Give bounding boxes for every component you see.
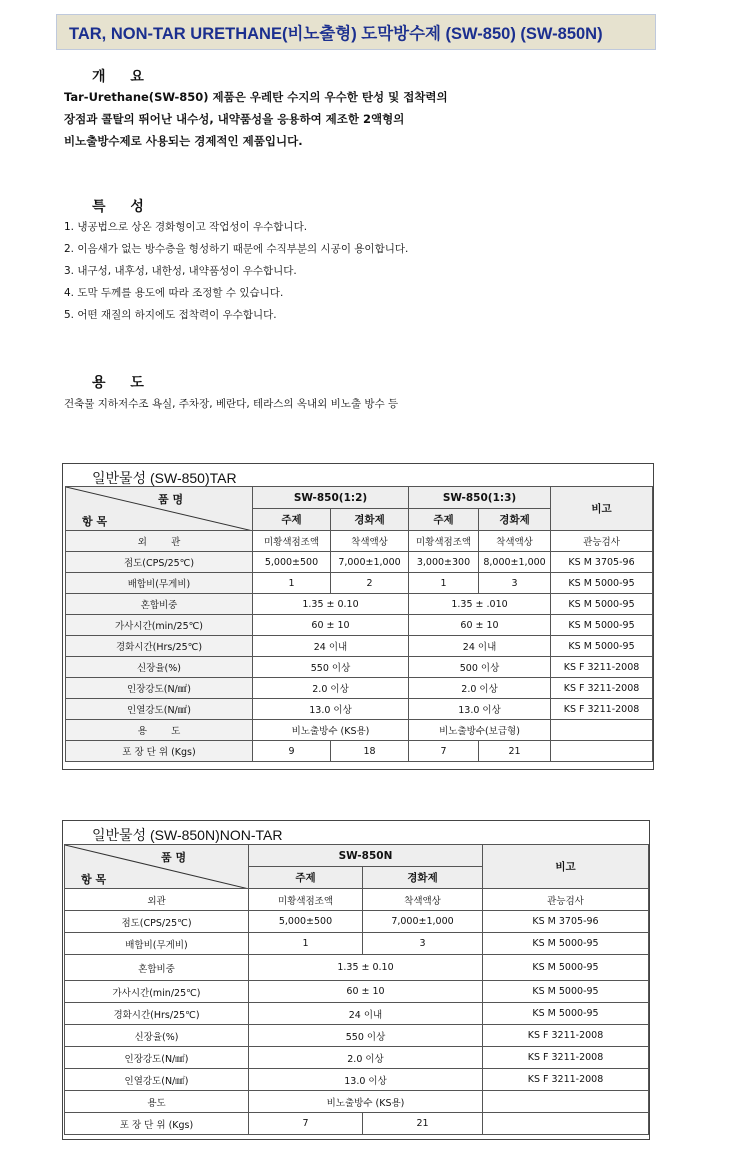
table-row <box>65 1069 649 1091</box>
row-label: 혼합비중 <box>65 955 249 981</box>
table1-main-header: 주제 <box>253 509 331 531</box>
table-row <box>65 1047 649 1069</box>
cell: KS M 5000-95 <box>483 1003 649 1025</box>
item-label: 항 목 <box>81 873 107 886</box>
table-row <box>65 889 649 911</box>
cell: 550 이상 <box>249 1025 483 1047</box>
table2-hardener-header: 경화제 <box>363 867 483 889</box>
table2-title: 일반물성 (SW-850N)NON-TAR <box>92 827 283 843</box>
row-label: 점도(CPS/25℃) <box>66 552 253 573</box>
usage-heading: 용 도 <box>92 375 154 391</box>
table1-hardener-header: 경화제 <box>479 509 551 531</box>
row-label: 포 장 단 위 (Kgs) <box>65 1113 249 1135</box>
row-label: 용 도 <box>66 720 253 741</box>
cell: 2.0 이상 <box>249 1047 483 1069</box>
cell <box>551 741 653 762</box>
cell: 비노출방수 (KS용) <box>249 1091 483 1113</box>
product-name-label: 품 명 <box>161 851 187 864</box>
table-row <box>66 531 653 552</box>
table-row <box>65 1113 649 1135</box>
table-row <box>65 1003 649 1025</box>
cell: 1.35 ± 0.10 <box>249 955 483 981</box>
table-row <box>65 911 649 933</box>
row-label: 경화시간(Hrs/25℃) <box>66 636 253 657</box>
table2-corner-header <box>65 845 249 889</box>
cell: 24 이내 <box>253 636 409 657</box>
cell: 7,000±1,000 <box>363 911 483 933</box>
cell: 7 <box>409 741 479 762</box>
cell: 관능검사 <box>551 531 653 552</box>
cell: KS M 3705-96 <box>551 552 653 573</box>
cell: KS F 3211-2008 <box>483 1069 649 1091</box>
cell: KS F 3211-2008 <box>551 657 653 678</box>
cell: 2.0 이상 <box>253 678 409 699</box>
table-row <box>65 933 649 955</box>
row-label: 신장율(%) <box>66 657 253 678</box>
item-label: 항 목 <box>82 515 108 528</box>
cell: 비노출방수 (KS용) <box>253 720 409 741</box>
table2 <box>64 844 649 1135</box>
table1-note-header: 비고 <box>551 487 653 531</box>
overview-heading: 개 요 <box>92 69 154 85</box>
row-label: 점도(CPS/25℃) <box>65 911 249 933</box>
cell: KS F 3211-2008 <box>551 678 653 699</box>
table2-note-header: 비고 <box>483 845 649 889</box>
cell: KS M 5000-95 <box>551 636 653 657</box>
cell: 1 <box>253 573 331 594</box>
table-row <box>66 636 653 657</box>
cell: 24 이내 <box>249 1003 483 1025</box>
cell: 2 <box>331 573 409 594</box>
cell: 착색액상 <box>363 889 483 911</box>
cell: 21 <box>363 1113 483 1135</box>
table1-group-header: SW-850(1:3) <box>409 487 551 509</box>
cell: 60 ± 10 <box>253 615 409 636</box>
cell: 9 <box>253 741 331 762</box>
row-label: 외 관 <box>66 531 253 552</box>
cell: 8,000±1,000 <box>479 552 551 573</box>
feature-item: 1. 냉공법으로 상온 경화형이고 작업성이 우수합니다. <box>64 221 308 233</box>
table2-main-header: 주제 <box>249 867 363 889</box>
row-label: 신장율(%) <box>65 1025 249 1047</box>
cell: 미황색점조액 <box>409 531 479 552</box>
table-row <box>66 552 653 573</box>
cell: 2.0 이상 <box>409 678 551 699</box>
table-row <box>65 1025 649 1047</box>
cell: 3,000±300 <box>409 552 479 573</box>
cell: KS F 3211-2008 <box>483 1025 649 1047</box>
cell: 3 <box>363 933 483 955</box>
cell: KS M 3705-96 <box>483 911 649 933</box>
table1-group-header: SW-850(1:2) <box>253 487 409 509</box>
cell: 21 <box>479 741 551 762</box>
table-row <box>66 615 653 636</box>
row-label: 인열강도(N/㎟) <box>65 1069 249 1091</box>
table-row <box>65 981 649 1003</box>
feature-item: 4. 도막 두께를 용도에 따라 조정할 수 있습니다. <box>64 287 284 299</box>
table1-title: 일반물성 (SW-850)TAR <box>92 470 237 486</box>
row-label: 용도 <box>65 1091 249 1113</box>
row-label: 가사시간(min/25℃) <box>66 615 253 636</box>
table-row <box>66 594 653 615</box>
table-row <box>65 1091 649 1113</box>
feature-item: 5. 어떤 재질의 하지에도 접착력이 우수합니다. <box>64 309 277 321</box>
features-heading: 특 성 <box>92 199 154 215</box>
row-label: 가사시간(min/25℃) <box>65 981 249 1003</box>
cell: 5,000±500 <box>253 552 331 573</box>
table1-hardener-header: 경화제 <box>331 509 409 531</box>
overview-line-3: 비노출방수제로 사용되는 경제적인 제품입니다. <box>64 134 303 148</box>
row-label: 배합비(무게비) <box>66 573 253 594</box>
table-row <box>66 720 653 741</box>
row-label: 인장강도(N/㎟) <box>66 678 253 699</box>
cell: 1.35 ± 0.10 <box>253 594 409 615</box>
table-row <box>66 699 653 720</box>
cell: 7 <box>249 1113 363 1135</box>
overview-line-1: Tar-Urethane(SW-850) 제품은 우레탄 수지의 우수한 탄성 및 접착력의 <box>64 90 448 104</box>
cell: 미황색점조액 <box>253 531 331 552</box>
cell: 60 ± 10 <box>249 981 483 1003</box>
feature-item: 3. 내구성, 내후성, 내한성, 내약품성이 우수합니다. <box>64 265 297 277</box>
cell: 13.0 이상 <box>253 699 409 720</box>
table-row <box>66 573 653 594</box>
cell: 13.0 이상 <box>249 1069 483 1091</box>
cell: 1.35 ± .010 <box>409 594 551 615</box>
cell: 7,000±1,000 <box>331 552 409 573</box>
row-label: 외관 <box>65 889 249 911</box>
cell: 미황색점조액 <box>249 889 363 911</box>
cell: 착색액상 <box>479 531 551 552</box>
table-row <box>65 955 649 981</box>
cell <box>483 1091 649 1113</box>
features-list <box>64 216 408 326</box>
row-label: 배합비(무게비) <box>65 933 249 955</box>
cell: KS F 3211-2008 <box>483 1047 649 1069</box>
cell: 13.0 이상 <box>409 699 551 720</box>
row-label: 경화시간(Hrs/25℃) <box>65 1003 249 1025</box>
table-row <box>66 741 653 762</box>
cell: 착색액상 <box>331 531 409 552</box>
product-name-label: 품 명 <box>158 493 184 506</box>
cell: KS M 5000-95 <box>483 981 649 1003</box>
feature-item: 2. 이음새가 없는 방수층을 형성하기 때문에 수직부분의 시공이 용이합니다. <box>64 243 409 255</box>
table1 <box>65 486 653 762</box>
usage-text: 건축물 지하저수조 욕실, 주차장, 베란다, 테라스의 옥내외 비노출 방수 등 <box>64 398 399 410</box>
row-label: 인열강도(N/㎟) <box>66 699 253 720</box>
cell: 관능검사 <box>483 889 649 911</box>
overview-line-2: 장점과 콜탈의 뛰어난 내수성, 내약품성을 응용하여 제조한 2액형의 <box>64 112 405 126</box>
table-row <box>66 657 653 678</box>
cell: 비노출방수(보급형) <box>409 720 551 741</box>
cell: 500 이상 <box>409 657 551 678</box>
cell: 550 이상 <box>253 657 409 678</box>
cell: KS M 5000-95 <box>483 955 649 981</box>
cell: 18 <box>331 741 409 762</box>
page-title: TAR, NON-TAR URETHANE(비노출형) 도막방수제 (SW-850) (SW-850N) <box>56 14 656 50</box>
cell: KS M 5000-95 <box>551 594 653 615</box>
cell: 5,000±500 <box>249 911 363 933</box>
table2-group-header: SW-850N <box>249 845 483 867</box>
cell: 60 ± 10 <box>409 615 551 636</box>
cell <box>483 1113 649 1135</box>
cell: KS M 5000-95 <box>483 933 649 955</box>
cell: KS M 5000-95 <box>551 615 653 636</box>
cell: 1 <box>409 573 479 594</box>
cell <box>551 720 653 741</box>
cell: 1 <box>249 933 363 955</box>
cell: 24 이내 <box>409 636 551 657</box>
cell: 3 <box>479 573 551 594</box>
table1-main-header: 주제 <box>409 509 479 531</box>
row-label: 인장강도(N/㎟) <box>65 1047 249 1069</box>
row-label: 포 장 단 위 (Kgs) <box>66 741 253 762</box>
cell: KS M 5000-95 <box>551 573 653 594</box>
row-label: 혼합비중 <box>66 594 253 615</box>
table-row <box>66 678 653 699</box>
table1-corner-header <box>66 487 253 531</box>
cell: KS F 3211-2008 <box>551 699 653 720</box>
